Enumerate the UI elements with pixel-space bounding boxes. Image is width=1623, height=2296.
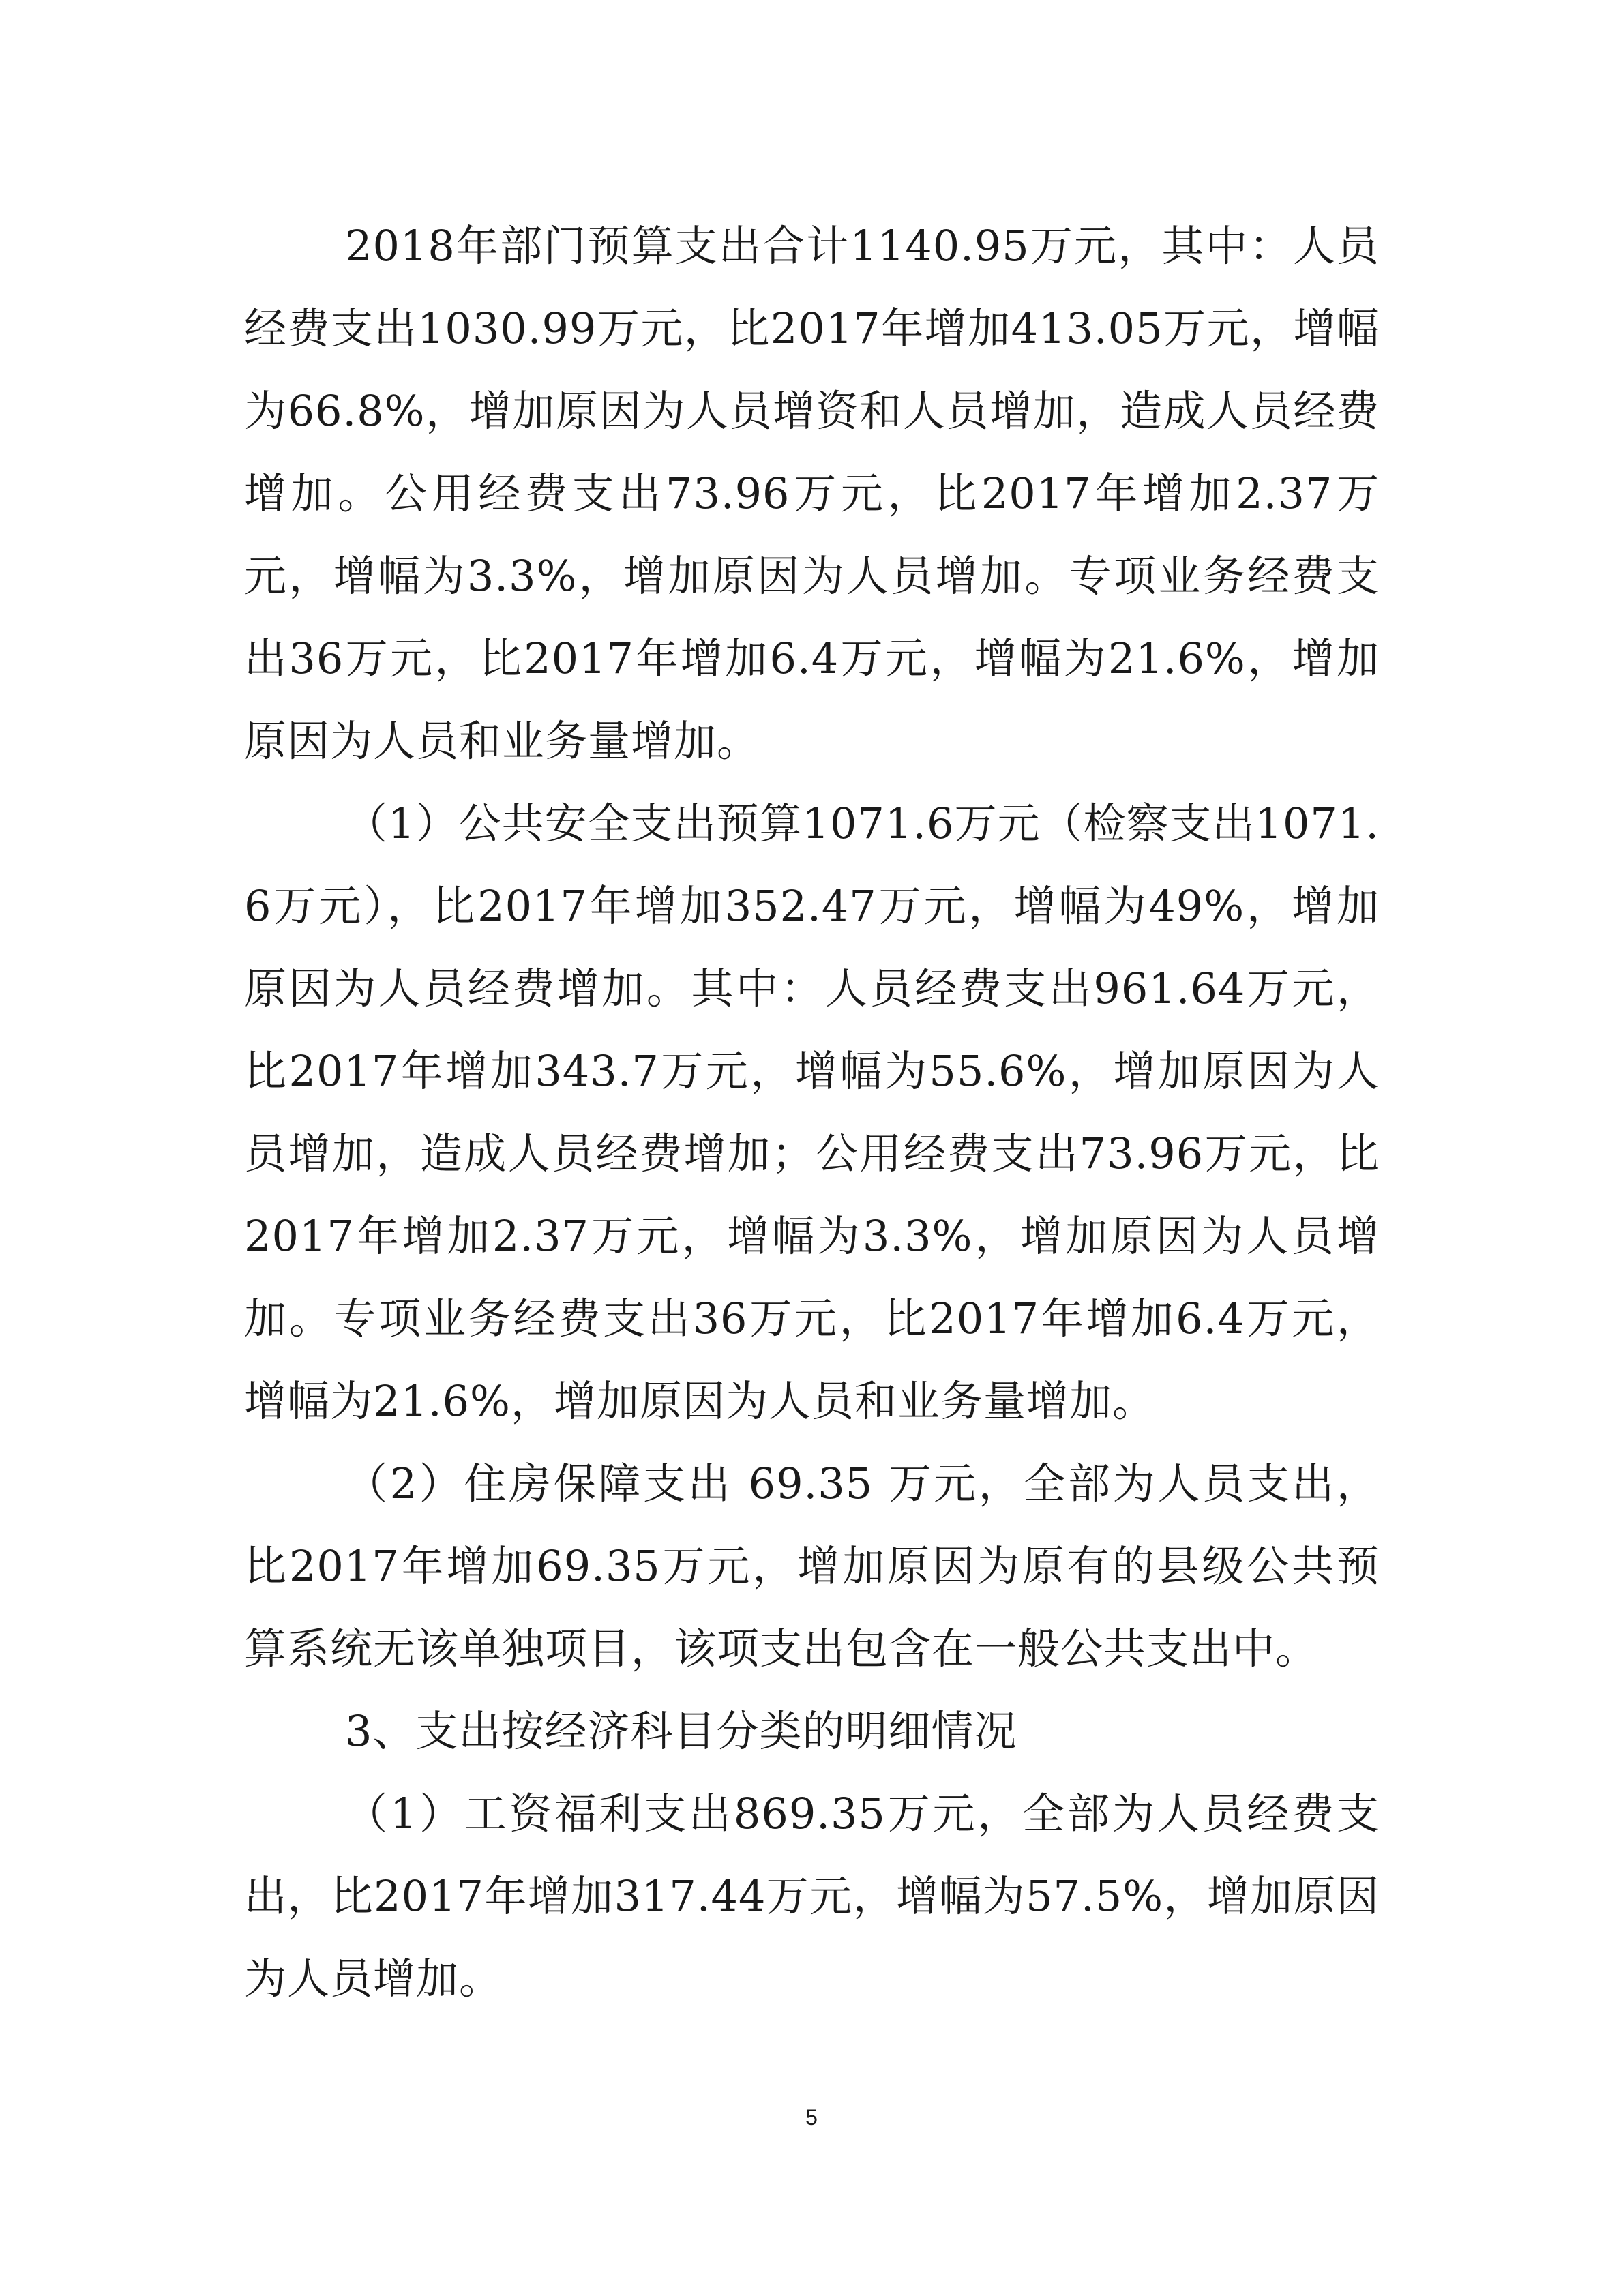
document-body (244, 205, 1380, 2020)
page-number: 5 (805, 2105, 818, 2130)
paragraph-housing-security: （2）住房保障支出 69.35 万元，全部为人员支出，比2017年增加69.35万元，增加原因为原有的县级公共预算系统无该单独项目，该项支出包含在一般公共支出中。 (244, 1459, 1380, 1673)
paragraph-budget-summary: 2018年部门预算支出合计1140.95万元，其中：人员经费支出1030.99万元，比2017年增加413.05万元，增幅为66.8%，增加原因为人员增资和人员增加，造成人员经费增加。公用经费支出73.96万元，比2017年增加2.37万元，增幅为3.3%，增加原因为人员增加。专项业务经费支出36万元，比2017年增加6.4万元，增幅为21.6%，增加原因为人员和业务量增加。 (244, 221, 1380, 766)
section-heading-economic-classification: 3、支出按经济科目分类的明细情况 (345, 1706, 1017, 1756)
paragraph-public-safety: （1）公共安全支出预算1071.6万元（检察支出1071.6万元），比2017年增加352.47万元，增幅为49%，增加原因为人员经费增加。其中：人员经费支出961.64万元，比2017年增加343.7万元，增幅为55.6%，增加原因为人员增加，造成人员经费增加；公用经费支出73.96万元，比2017年增加2.37万元，增幅为3.3%，增加原因为人员增加。专项业务经费支出36万元，比2017年增加6.4万元，增幅为21.6%，增加原因为人员和业务量增加。 (244, 799, 1380, 1426)
paragraph-wages-welfare: （1）工资福利支出869.35万元，全部为人员经费支出，比2017年增加317.44万元，增幅为57.5%，增加原因为人员增加。 (244, 1789, 1380, 2003)
